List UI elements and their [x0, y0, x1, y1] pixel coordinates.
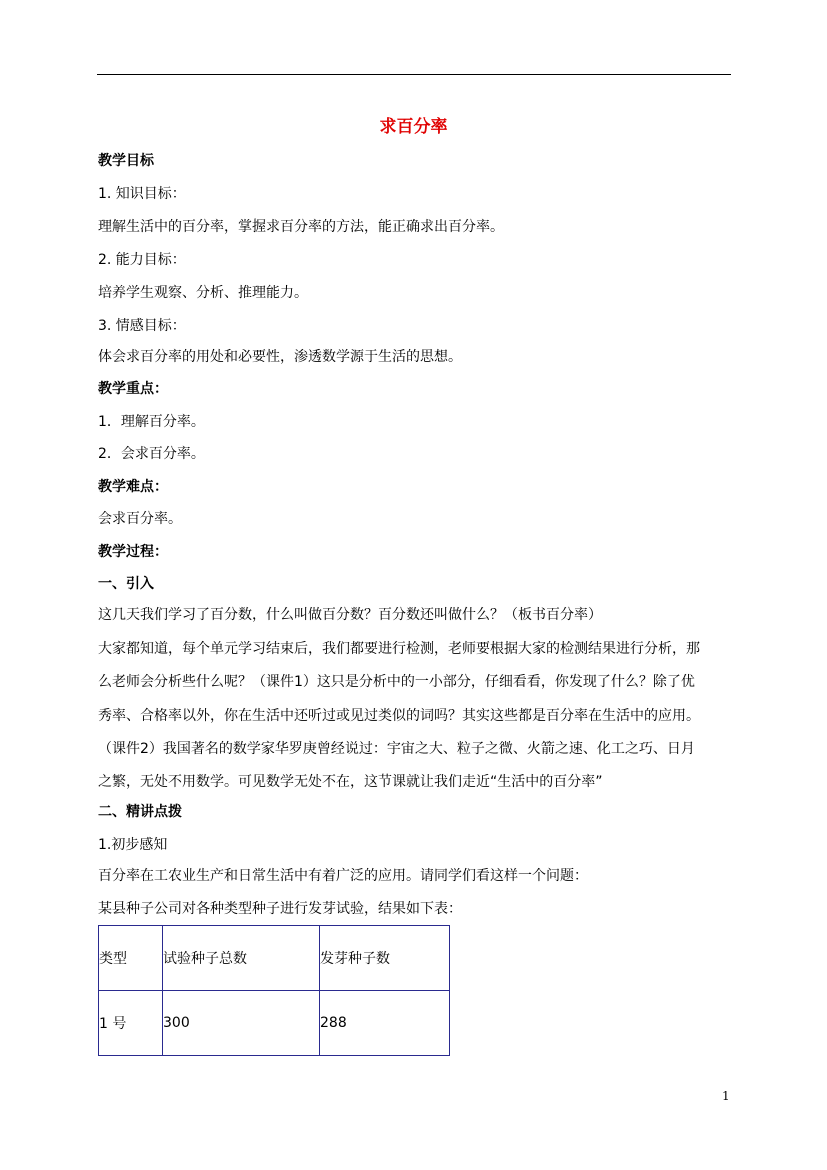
text-line: 百分率在工农业生产和日常生活中有着广泛的应用。请同学们看这样一个问题：: [98, 868, 588, 884]
table-cell: 288: [320, 991, 450, 1056]
text-line: 么老师会分析些什么呢？（课件1）这只是分析中的一小部分，仔细看看，你发现了什么？除了优: [98, 674, 695, 690]
text-line: 体会求百分率的用处和必要性，渗透数学源于生活的思想。: [98, 349, 462, 365]
heading-introduction: 一、引入: [98, 576, 154, 592]
table-cell: 300: [163, 991, 320, 1056]
table-header-row: [99, 926, 450, 991]
text-line: （课件2）我国著名的数学家华罗庚曾经说过：宇宙之大、粒子之微、火箭之速、化工之巧、日月: [98, 741, 695, 757]
text-line: 秀率、合格率以外，你在生活中还听过或见过类似的词吗？其实这些都是百分率在生活中的应用。: [98, 708, 700, 724]
text-line: 3. 情感目标：: [98, 318, 186, 334]
text-line: 培养学生观察、分析、推理能力。: [98, 285, 308, 301]
text-line: 2. 能力目标：: [98, 252, 186, 268]
text-line: 1. 知识目标：: [98, 186, 186, 202]
heading-difficulties: 教学难点：: [98, 479, 168, 495]
heading-objectives: 教学目标: [98, 153, 154, 169]
germination-table: [98, 925, 450, 1056]
text-line: 1．理解百分率。: [98, 414, 205, 430]
heading-explanation: 二、精讲点拨: [98, 804, 182, 820]
text-line: 之繁，无处不用数学。可见数学无处不在，这节课就让我们走近“生活中的百分率”: [98, 774, 603, 790]
table-header-cell: 试验种子总数: [163, 926, 320, 991]
page-number: 1: [722, 1089, 730, 1103]
text-line: 会求百分率。: [98, 511, 182, 527]
document-title: 求百分率: [379, 117, 448, 137]
text-line: 某县种子公司对各种类型种子进行发芽试验，结果如下表：: [98, 901, 462, 917]
header-rule: [97, 74, 731, 75]
table-row: [99, 991, 450, 1056]
table-header-cell: 发芽种子数: [320, 926, 450, 991]
table-cell: 1 号: [99, 991, 163, 1056]
text-line: 理解生活中的百分率，掌握求百分率的方法，能正确求出百分率。: [98, 219, 504, 235]
text-line: 2．会求百分率。: [98, 446, 205, 462]
heading-key-points: 教学重点：: [98, 381, 168, 397]
text-line: 大家都知道，每个单元学习结束后，我们都要进行检测，老师要根据大家的检测结果进行分析，那: [98, 641, 700, 657]
heading-process: 教学过程：: [98, 544, 168, 560]
text-line: 这几天我们学习了百分数，什么叫做百分数？百分数还叫做什么？（板书百分率）: [98, 607, 602, 623]
table-header-cell: 类型: [99, 926, 163, 991]
text-line: 1.初步感知: [98, 837, 168, 853]
